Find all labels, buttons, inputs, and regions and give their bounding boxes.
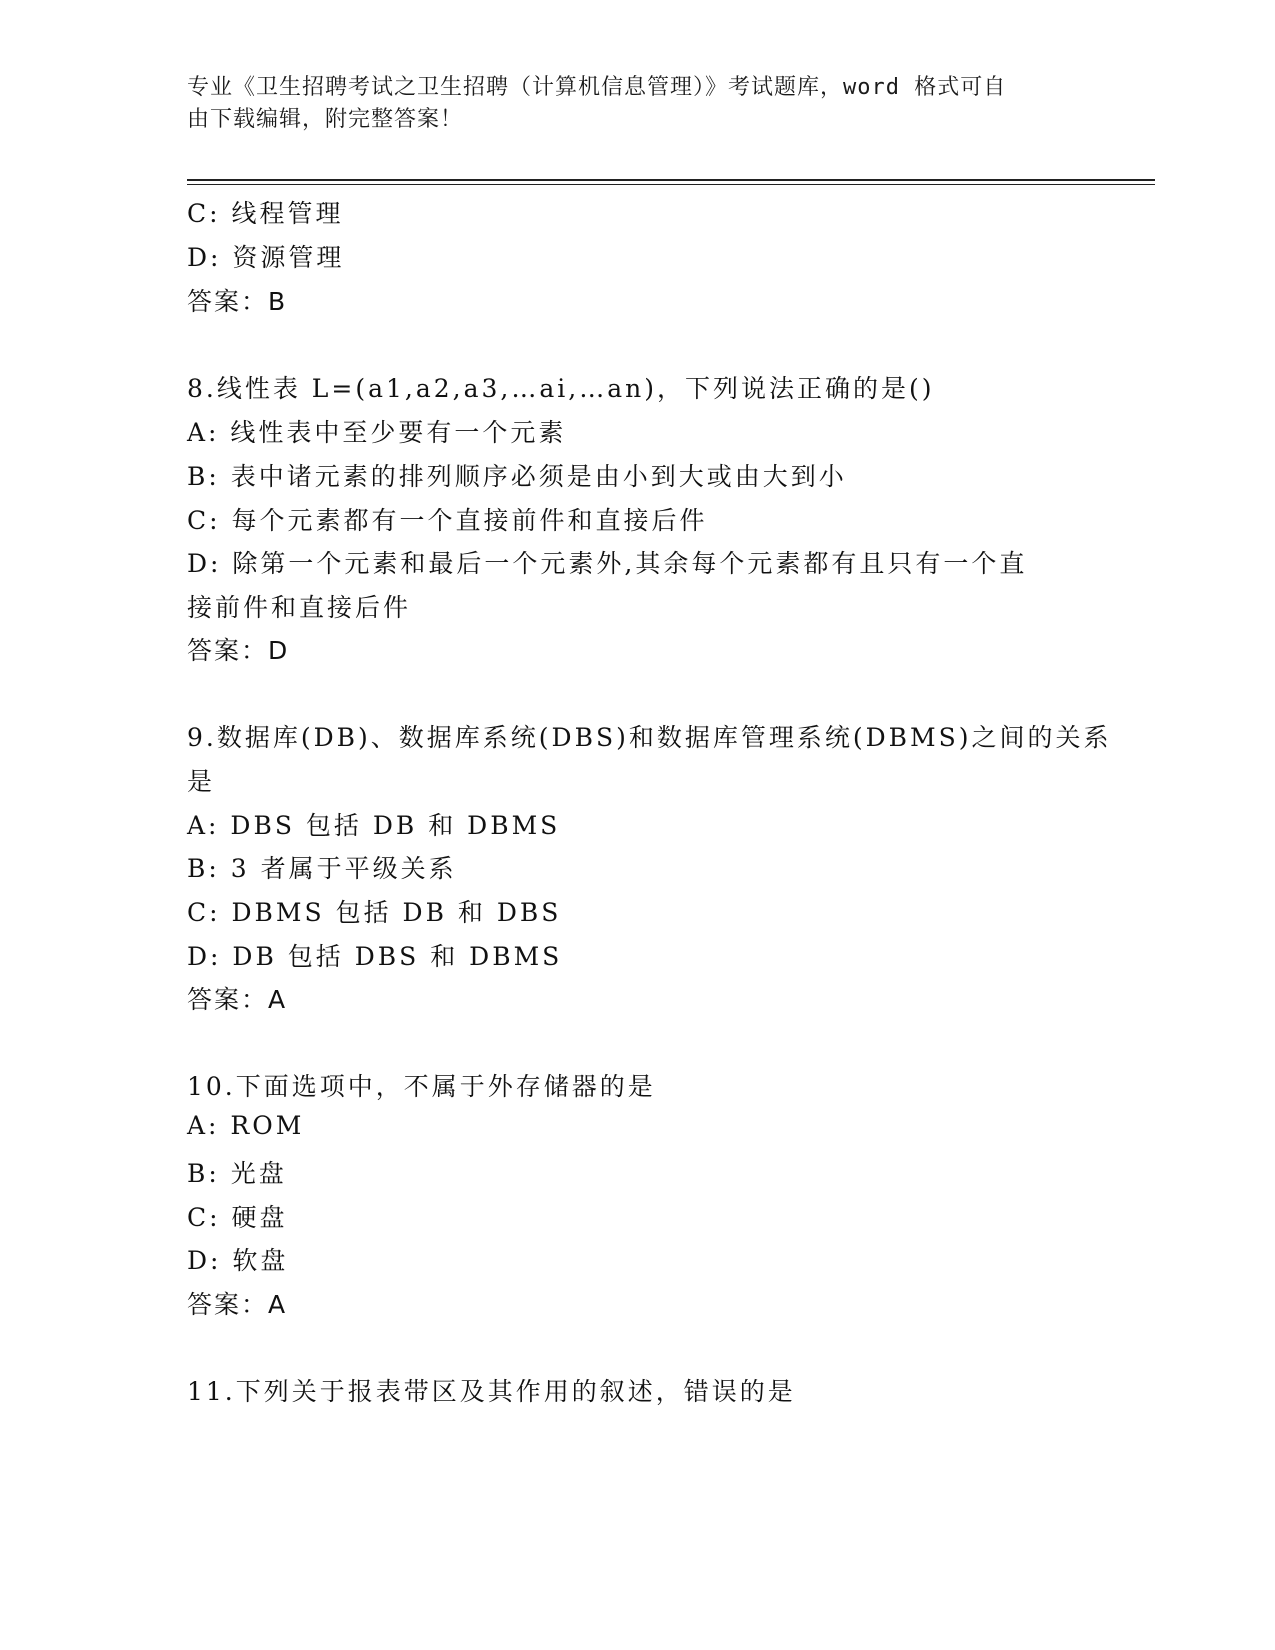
q7-option-c: C: 线程管理 [187,199,344,228]
q9-option-a: A: DBS 包括 DB 和 DBMS [187,811,561,840]
q10-option-a: A: ROM [187,1111,305,1140]
q10-option-b: B: 光盘 [187,1159,287,1188]
header-divider-thin [187,184,1155,185]
q9-option-c: C: DBMS 包括 DB 和 DBS [187,898,562,927]
q8-answer: 答案：D [187,636,290,665]
q9-option-d: D: DB 包括 DBS 和 DBMS [187,942,563,971]
q8-option-c: C: 每个元素都有一个直接前件和直接后件 [187,506,708,535]
q10-option-d: D: 软盘 [187,1246,289,1275]
q8-option-d-line-2: 接前件和直接后件 [187,593,412,622]
q10-answer: 答案：A [187,1290,288,1319]
q9-answer: 答案：A [187,985,288,1014]
q8-option-a: A: 线性表中至少要有一个元素 [187,418,567,447]
q9-option-b: B: 3 者属于平级关系 [187,854,457,883]
q9-stem-line-1: 9.数据库(DB)、数据库系统(DBS)和数据库管理系统(DBMS)之间的关系 [187,723,1112,752]
q8-option-b: B: 表中诸元素的排列顺序必须是由小到大或由大到小 [187,462,847,491]
q8-stem: 8.线性表 L=(a1,a2,a3,…ai,…an)，下列说法正确的是() [187,374,935,403]
q8-option-d-line-1: D: 除第一个元素和最后一个元素外,其余每个元素都有且只有一个直 [187,549,1028,578]
q9-stem-line-2: 是 [187,767,216,796]
q11-stem: 11.下列关于报表带区及其作用的叙述，错误的是 [187,1377,796,1406]
header-line-1: 专业《卫生招聘考试之卫生招聘（计算机信息管理）》考试题库，word 格式可自 [187,75,1007,100]
q10-stem: 10.下面选项中，不属于外存储器的是 [187,1072,656,1101]
header-line-2: 由下载编辑，附完整答案！ [187,107,464,132]
q7-answer: 答案：B [187,287,288,316]
q7-option-d: D: 资源管理 [187,243,345,272]
q10-option-c: C: 硬盘 [187,1203,288,1232]
page-header [187,72,1067,136]
header-divider-thick [187,179,1155,181]
